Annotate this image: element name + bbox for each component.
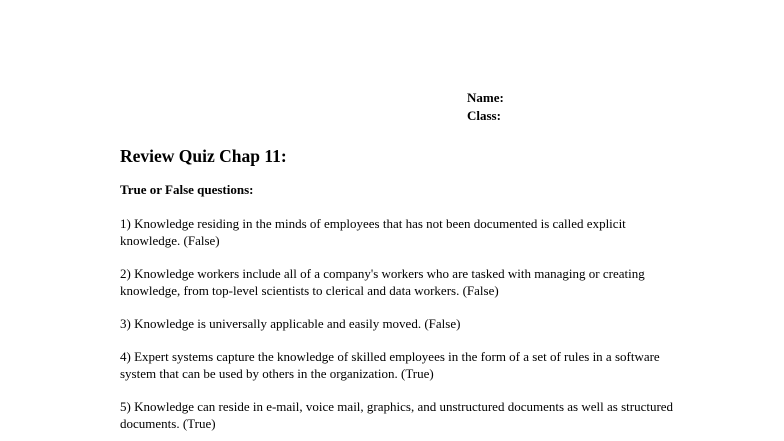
student-info-header	[467, 89, 504, 125]
question-5: 5) Knowledge can reside in e-mail, voice mail, graphics, and unstructured documents as well as structured documents. (True)	[120, 399, 674, 431]
name-label: Name:	[467, 90, 504, 105]
question-1: 1) Knowledge residing in the minds of employees that has not been documented is called explicit knowledge. (False)	[120, 216, 626, 248]
quiz-title: Review Quiz Chap 11:	[120, 146, 287, 166]
section-heading: True or False questions:	[120, 182, 254, 197]
class-label: Class:	[467, 108, 501, 123]
question-3: 3) Knowledge is universally applicable and easily moved. (False)	[120, 316, 461, 331]
question-2: 2) Knowledge workers include all of a company's workers who are tasked with managing or creating knowledge, from top-level scientists to clerical and data workers. (False)	[120, 266, 645, 298]
question-4: 4) Expert systems capture the knowledge of skilled employees in the form of a set of rules in a software system that can be used by others in the organization. (True)	[120, 349, 660, 381]
